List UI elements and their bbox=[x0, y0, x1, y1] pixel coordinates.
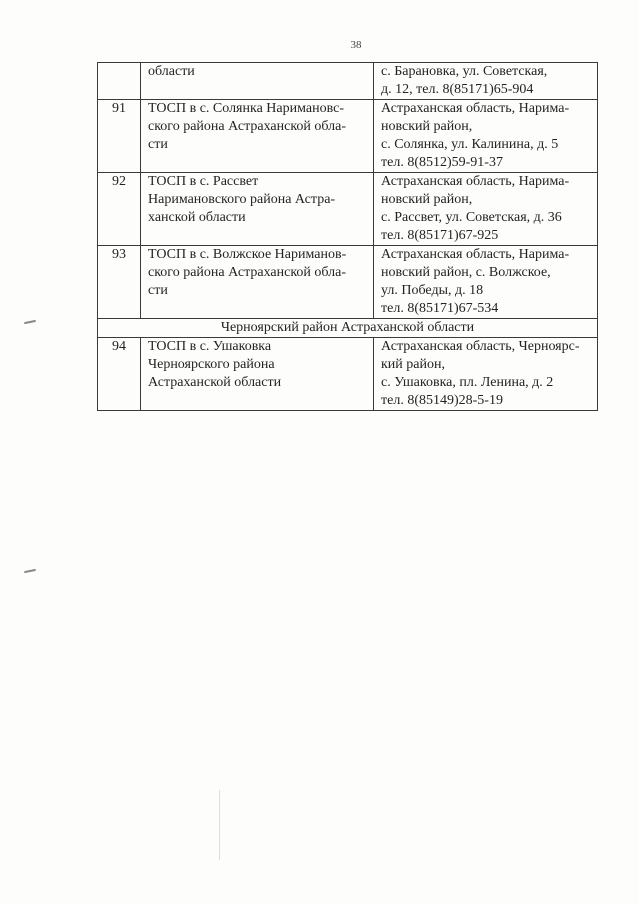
row-number: 93 bbox=[98, 246, 141, 319]
address-line: с. Рассвет, ул. Советская, д. 36 bbox=[381, 210, 562, 225]
office-name-line: ТОСП в с. Волжское Нариманов- bbox=[148, 247, 347, 262]
office-name-line: ТОСП в с. Рассвет bbox=[148, 174, 259, 189]
office-name bbox=[141, 246, 374, 319]
address-line: тел. 8(85171)67-925 bbox=[381, 228, 499, 243]
office-name-line: Черноярского района bbox=[148, 357, 275, 372]
row-number: 94 bbox=[98, 338, 141, 411]
address-line: с. Барановка, ул. Советская, bbox=[381, 64, 548, 79]
table-row bbox=[98, 63, 598, 100]
address-line: ул. Победы, д. 18 bbox=[381, 283, 484, 298]
office-name-line: ханской области bbox=[148, 210, 246, 225]
office-name bbox=[141, 338, 374, 411]
table-row bbox=[98, 246, 598, 319]
address-line: Астраханская область, Черноярс- bbox=[381, 339, 580, 354]
office-name-line: ТОСП в с. Ушаковка bbox=[148, 339, 272, 354]
office-name-line: Наримановского района Астра- bbox=[148, 192, 336, 207]
address-line: тел. 8(85149)28-5-19 bbox=[381, 393, 503, 408]
office-name-line: сти bbox=[148, 137, 168, 152]
address-line: кий район, bbox=[381, 357, 445, 372]
office-name-line: ского района Астраханской обла- bbox=[148, 119, 347, 134]
scan-mark bbox=[219, 790, 220, 860]
address-line: Астраханская область, Нарима- bbox=[381, 101, 570, 116]
section-heading: Черноярский район Астраханской области bbox=[98, 319, 598, 338]
office-name bbox=[141, 173, 374, 246]
section-heading-row bbox=[98, 319, 598, 338]
row-number: 92 bbox=[98, 173, 141, 246]
office-address bbox=[374, 63, 598, 100]
office-address bbox=[374, 246, 598, 319]
office-name-line: Астраханской области bbox=[148, 375, 282, 390]
address-line: тел. 8(8512)59-91-37 bbox=[381, 155, 503, 170]
office-name-line: ТОСП в с. Солянка Наримановс- bbox=[148, 101, 344, 116]
office-address bbox=[374, 173, 598, 246]
table-row bbox=[98, 100, 598, 173]
row-number bbox=[98, 63, 141, 100]
address-line: с. Солянка, ул. Калинина, д. 5 bbox=[381, 137, 559, 152]
address-line: с. Ушаковка, пл. Ленина, д. 2 bbox=[381, 375, 554, 390]
address-line: Астраханская область, Нарима- bbox=[381, 174, 570, 189]
address-line: новский район, bbox=[381, 192, 473, 207]
office-name-line: области bbox=[148, 64, 195, 79]
address-line: тел. 8(85171)67-534 bbox=[381, 301, 499, 316]
row-number: 91 bbox=[98, 100, 141, 173]
office-name bbox=[141, 100, 374, 173]
offices-table bbox=[97, 62, 598, 411]
office-name-line: ского района Астраханской обла- bbox=[148, 265, 347, 280]
office-address bbox=[374, 338, 598, 411]
office-name bbox=[141, 63, 374, 100]
page-number: 38 bbox=[350, 39, 362, 51]
table-row bbox=[98, 173, 598, 246]
scan-mark bbox=[24, 569, 36, 573]
address-line: новский район, с. Волжское, bbox=[381, 265, 551, 280]
scan-mark bbox=[24, 320, 36, 324]
office-address bbox=[374, 100, 598, 173]
address-line: новский район, bbox=[381, 119, 473, 134]
address-line: д. 12, тел. 8(85171)65-904 bbox=[381, 82, 534, 97]
address-line: Астраханская область, Нарима- bbox=[381, 247, 570, 262]
table-row bbox=[98, 338, 598, 411]
office-name-line: сти bbox=[148, 283, 168, 298]
